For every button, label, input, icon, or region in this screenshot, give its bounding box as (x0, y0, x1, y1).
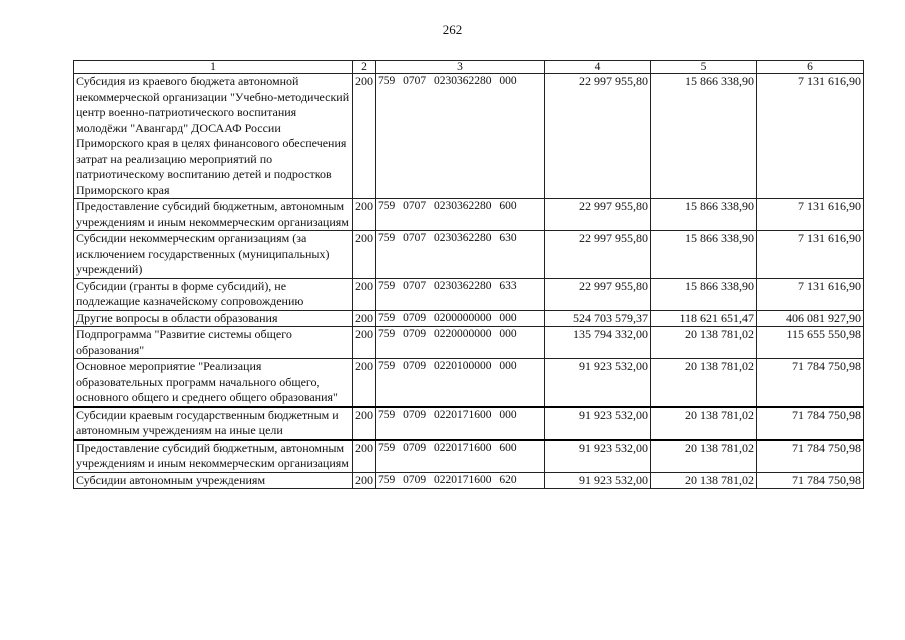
page-number: 262 (442, 22, 463, 37)
row-code: 759 0707 0230362280 000 (376, 74, 545, 199)
row-name: Предоставление субсидий бюджетным, автономным учреждениям и иным некоммерческим организациям (74, 440, 353, 473)
row-name: Субсидии краевым государственным бюджетным и автономным учреждениям на иные цели (74, 407, 353, 440)
table-row (74, 327, 864, 359)
row-grbs: 200 (353, 407, 376, 440)
row-value-5: 15 866 338,90 (651, 231, 757, 279)
row-value-5: 20 138 781,02 (651, 440, 757, 473)
row-value-4: 91 923 532,00 (545, 440, 651, 473)
row-grbs: 200 (353, 310, 376, 327)
column-header: 2 (353, 61, 376, 74)
row-value-4: 91 923 532,00 (545, 359, 651, 407)
column-header: 4 (545, 61, 651, 74)
column-header: 1 (74, 61, 353, 74)
row-code: 759 0707 0230362280 630 (376, 231, 545, 279)
row-code: 759 0709 0220100000 000 (376, 359, 545, 407)
table-row (74, 472, 864, 489)
row-value-5: 15 866 338,90 (651, 278, 757, 310)
row-name: Основное мероприятие "Реализация образовательных программ начального общего, основного общего и среднего общего образования" (74, 359, 353, 407)
row-code: 759 0709 0220171600 600 (376, 440, 545, 473)
row-value-4: 524 703 579,37 (545, 310, 651, 327)
row-name: Предоставление субсидий бюджетным, автономным учреждениям и иным некоммерческим организациям (74, 199, 353, 231)
row-value-5: 20 138 781,02 (651, 359, 757, 407)
table-row (74, 407, 864, 440)
row-value-4: 22 997 955,80 (545, 74, 651, 199)
row-grbs: 200 (353, 74, 376, 199)
table-row (74, 310, 864, 327)
table-row (74, 359, 864, 407)
row-code: 759 0709 0220000000 000 (376, 327, 545, 359)
row-code: 759 0707 0230362280 633 (376, 278, 545, 310)
table-row (74, 440, 864, 473)
table-row (74, 199, 864, 231)
row-value-6: 7 131 616,90 (757, 199, 864, 231)
row-name: Другие вопросы в области образования (74, 310, 353, 327)
row-code: 759 0709 0200000000 000 (376, 310, 545, 327)
table-row (74, 278, 864, 310)
row-grbs: 200 (353, 278, 376, 310)
row-grbs: 200 (353, 327, 376, 359)
row-code: 759 0709 0220171600 620 (376, 472, 545, 489)
table-row (74, 231, 864, 279)
row-value-6: 71 784 750,98 (757, 440, 864, 473)
row-grbs: 200 (353, 472, 376, 489)
column-header: 3 (376, 61, 545, 74)
row-value-5: 20 138 781,02 (651, 407, 757, 440)
budget-table (73, 60, 864, 489)
row-code: 759 0709 0220171600 000 (376, 407, 545, 440)
row-value-5: 20 138 781,02 (651, 327, 757, 359)
row-grbs: 200 (353, 231, 376, 279)
row-value-4: 22 997 955,80 (545, 199, 651, 231)
row-grbs: 200 (353, 440, 376, 473)
row-value-4: 22 997 955,80 (545, 278, 651, 310)
row-name: Субсидии некоммерческим организациям (за исключением государственных (муниципальных) учреждений) (74, 231, 353, 279)
row-grbs: 200 (353, 199, 376, 231)
row-value-6: 7 131 616,90 (757, 278, 864, 310)
row-name: Субсидия из краевого бюджета автономной некоммерческой организации "Учебно-методический центр военно-патриотического воспитания молодёжи "Авангард" ДОСААФ России Приморского края в целях финансового обеспечения затрат на реализацию мероприятий по патриотическому воспитанию детей и подростков Приморского края (74, 74, 353, 199)
table-header-row (74, 61, 864, 74)
row-value-6: 71 784 750,98 (757, 472, 864, 489)
row-grbs: 200 (353, 359, 376, 407)
row-code: 759 0707 0230362280 600 (376, 199, 545, 231)
row-value-6: 115 655 550,98 (757, 327, 864, 359)
row-value-5: 20 138 781,02 (651, 472, 757, 489)
row-value-6: 71 784 750,98 (757, 407, 864, 440)
row-value-6: 7 131 616,90 (757, 74, 864, 199)
row-value-5: 15 866 338,90 (651, 199, 757, 231)
row-name: Подпрограмма "Развитие системы общего образования" (74, 327, 353, 359)
row-value-4: 22 997 955,80 (545, 231, 651, 279)
row-name: Субсидии автономным учреждениям (74, 472, 353, 489)
row-value-5: 118 621 651,47 (651, 310, 757, 327)
column-header: 5 (651, 61, 757, 74)
row-value-4: 91 923 532,00 (545, 407, 651, 440)
column-header: 6 (757, 61, 864, 74)
row-value-6: 7 131 616,90 (757, 231, 864, 279)
row-value-4: 135 794 332,00 (545, 327, 651, 359)
row-value-4: 91 923 532,00 (545, 472, 651, 489)
row-value-6: 406 081 927,90 (757, 310, 864, 327)
table-row (74, 74, 864, 199)
row-name: Субсидии (гранты в форме субсидий), не подлежащие казначейскому сопровождению (74, 278, 353, 310)
row-value-5: 15 866 338,90 (651, 74, 757, 199)
row-value-6: 71 784 750,98 (757, 359, 864, 407)
